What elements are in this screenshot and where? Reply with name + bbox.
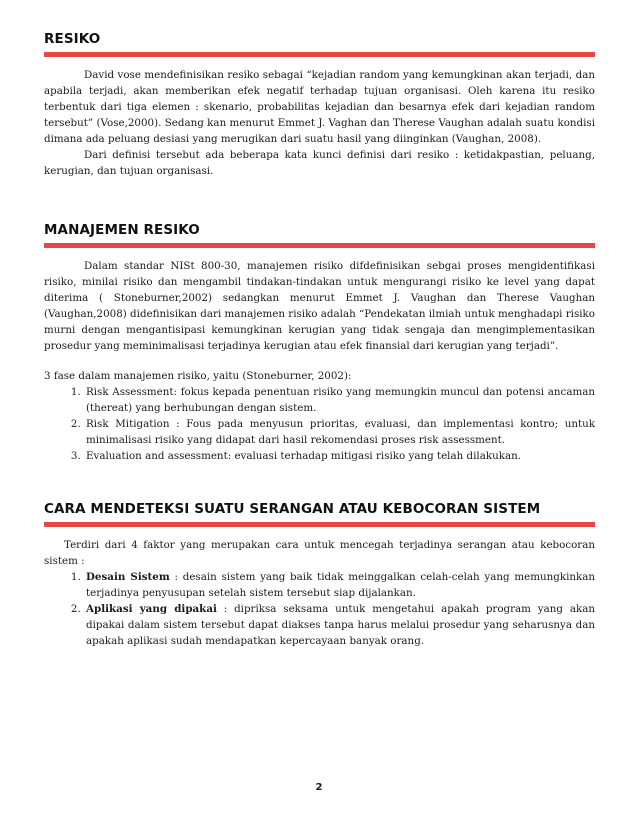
section-resiko [44,30,595,179]
paragraph: Dalam standar NISt 800-30, manajemen risiko difdefinisikan sebgai proses mengidentifikasi risiko, minilai risiko dan mengambil tindakan-tindakan untuk mengurangi risiko ke level yang dapat diterima ( Stoneburner,2002) sedangkan menurut Emmet J. Vaughan dan Therese Vaughan (Vaughan,2008) didefinisikan dari manajemen risiko adalah “Pendekatan ilmiah untuk menghadapi risiko murni dengan mengantisipasi kemungkinan kerugian yang tidak sengaja dan mengimplementasikan prosedur yang meminimalisasi terjadinya kerugian atau efek finansial dari kerugian yang terjadi”. [44,260,595,352]
paragraph: Terdiri dari 4 faktor yang merupakan cara untuk mencegah terjadinya serangan atau kebocoran sistem : [44,539,595,567]
section-title: MANAJEMEN RESIKO [44,222,200,238]
paragraph: Dari definisi tersebut ada beberapa kata kunci definisi dari resiko : ketidakpastian, peluang, kerugian, dan tujuan organisasi. [44,149,595,177]
list-item: 3. Evaluation and assessment: evaluasi terhadap mitigasi risiko yang telah dilakukan. [84,448,595,464]
list-item: 2. Risk Mitigation : Fous pada menyusun prioritas, evaluasi, dan implementasi kontro; untuk minimalisasi risiko yang didapat dari hasil rekomendasi proses risk assessment. [84,416,595,448]
list-item-text: : dipriksa seksama untuk mengetahui apakah program yang akan dipakai dalam sistem tersebut dapat diakses tanpa harus melalui prosedur yang seharusnya dan apakah aplikasi sudah mendapatkan kepercayaan banyak orang. [86,603,595,647]
phase-list [44,384,595,464]
section-manajemen-resiko [44,221,595,464]
page-number: 2 [315,782,323,793]
section-divider [44,52,595,57]
list-item-text: : desain sistem yang baik tidak meinggalkan celah-celah yang memungkinkan terjadinya penyusupan setelah sistem tersebut siap dijalankan. [86,571,596,599]
section-title: RESIKO [44,31,101,47]
list-item [84,569,595,601]
section-divider [44,522,595,527]
section-cara-mendeteksi [44,500,595,649]
list-item-term: Aplikasi yang dipakai [86,603,217,615]
section-divider [44,243,595,248]
list-item [84,601,595,649]
list-intro: 3 fase dalam manajemen risiko, yaitu (Stoneburner, 2002): [44,370,352,382]
factor-list [44,569,595,649]
paragraph: David vose mendefinisikan resiko sebagai “kejadian random yang kemungkinan akan terjadi, dan apabila terjadi, akan memberikan efek negatif terhadap tujuan organisasi. Oleh karena itu resiko terbentuk dari tiga elemen : skenario, probabilitas kejadian dan besarnya efek dari kejadian random tersebut” (Vose,2000). Sedang kan menurut Emmet J. Vaghan dan Therese Vaughan adalah suatu kondisi dimana ada peluang desiasi yang merugikan dari suatu hasil yang diinginkan (Vaughan, 2008). [44,69,595,145]
list-item-term: Desain Sistem [86,571,170,583]
list-item: 1. Risk Assessment: fokus kepada penentuan risiko yang memungkin muncul dan potensi ancaman (thereat) yang berhubungan dengan sistem. [84,384,595,416]
section-title: CARA MENDETEKSI SUATU SERANGAN ATAU KEBOCORAN SISTEM [44,501,541,517]
